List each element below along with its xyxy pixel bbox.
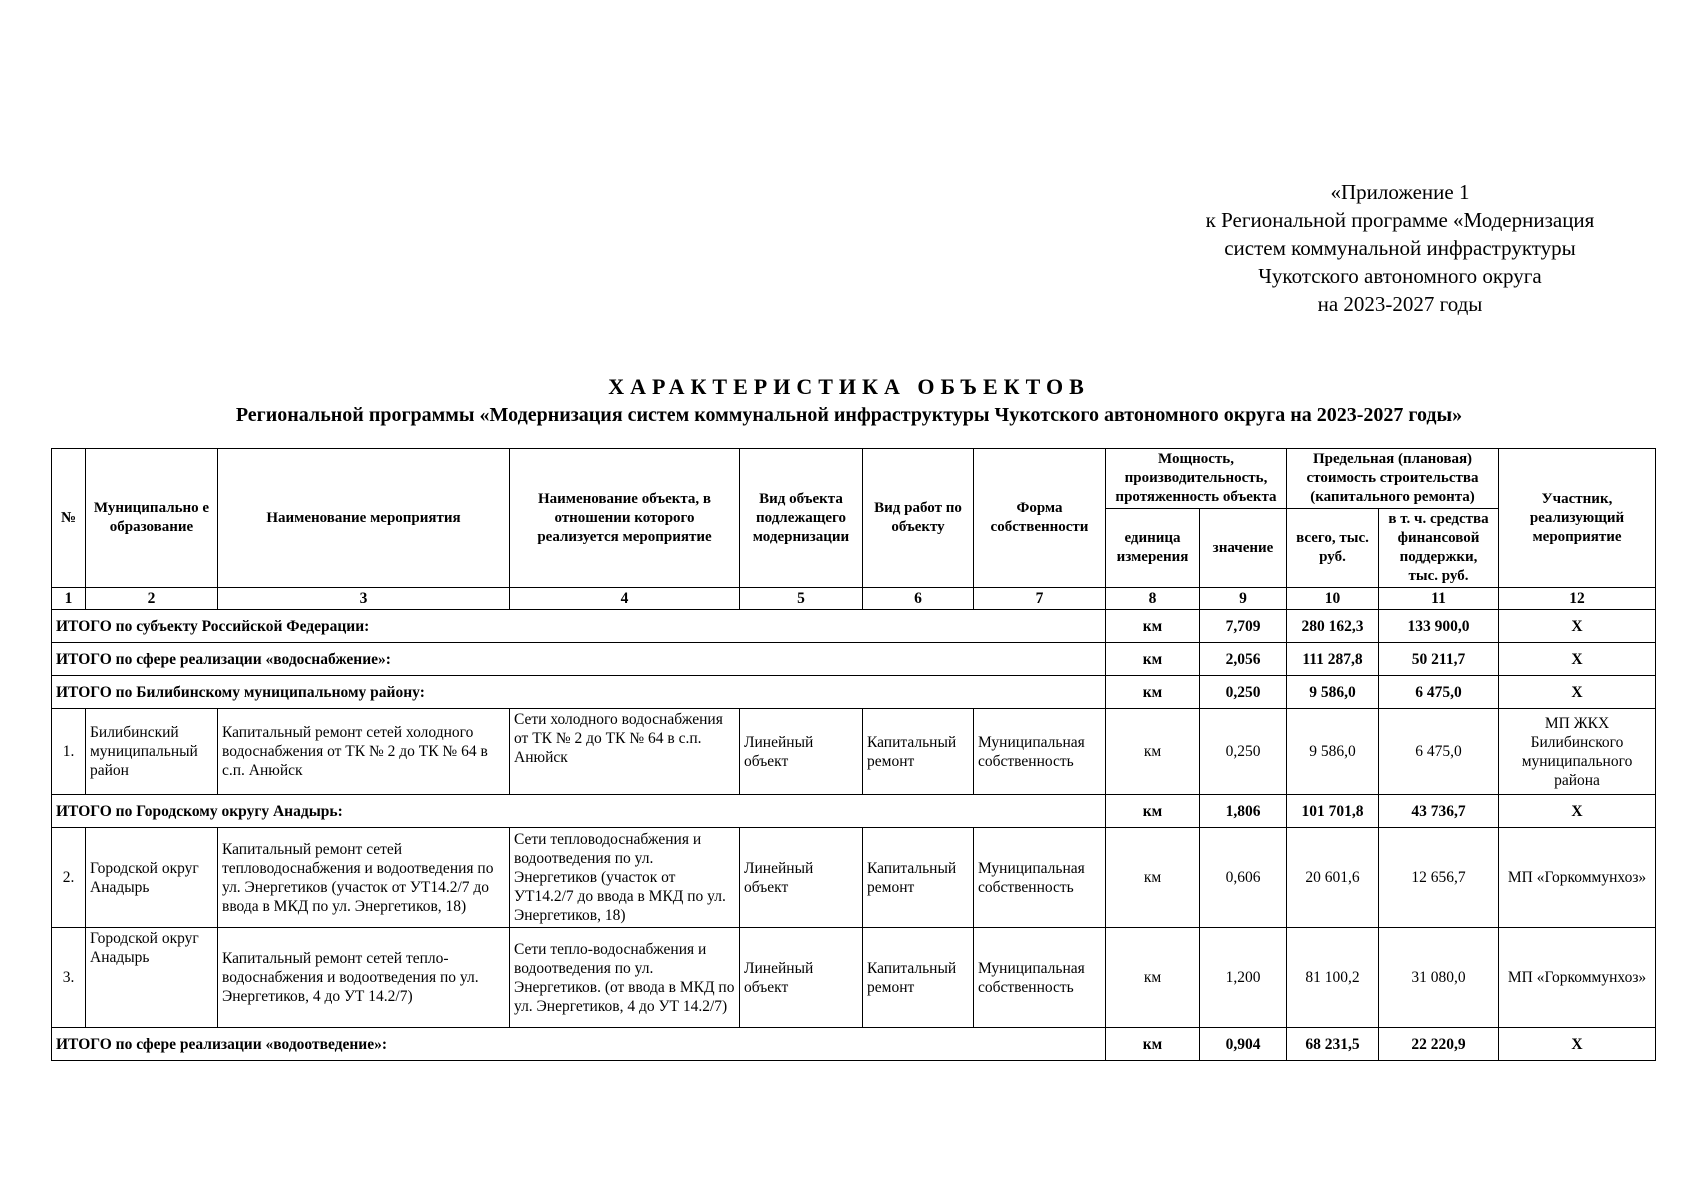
- row-ownership: Муниципальная собственность: [974, 709, 1106, 795]
- total-row-anadyr: [52, 795, 1656, 828]
- document-subtitle: Региональной программы «Модернизация систем коммунальной инфраструктуры Чукотского автономного округа на 2023-2027 годы»: [235, 404, 1463, 426]
- total-label: ИТОГО по сфере реализации «водоотведение»:: [52, 1028, 1106, 1061]
- row-unit: км: [1106, 928, 1200, 1028]
- column-number: 2: [86, 588, 218, 610]
- total-value: 0,904: [1200, 1028, 1287, 1061]
- column-number: 4: [510, 588, 740, 610]
- header-work-type: Вид работ по объекту: [863, 449, 974, 588]
- column-number: 11: [1379, 588, 1499, 610]
- header-ownership: Форма собственности: [974, 449, 1106, 588]
- header-participant: Участник, реализующий мероприятие: [1499, 449, 1656, 588]
- total-participant: Х: [1499, 676, 1656, 709]
- row-ownership: Муниципальная собственность: [974, 928, 1106, 1028]
- header-row: [52, 449, 1656, 509]
- header-object-type: Вид объекта подлежащего модернизации: [740, 449, 863, 588]
- row-unit: км: [1106, 828, 1200, 928]
- column-number: 9: [1200, 588, 1287, 610]
- row-unit: км: [1106, 709, 1200, 795]
- row-participant: МП «Горкоммунхоз»: [1499, 928, 1656, 1028]
- total-label: ИТОГО по субъекту Российской Федерации:: [52, 610, 1106, 643]
- total-support: 6 475,0: [1379, 676, 1499, 709]
- appendix-line: «Приложение 1: [1330, 180, 1470, 204]
- header-object: Наименование объекта, в отношении которого реализуется мероприятие: [510, 449, 740, 588]
- row-municipality: Городской округ Анадырь: [86, 828, 218, 928]
- document-title: ХАРАКТЕРИСТИКА ОБЪЕКТОВ: [608, 374, 1090, 399]
- column-number: 10: [1287, 588, 1379, 610]
- row-value: 0,250: [1200, 709, 1287, 795]
- total-label: ИТОГО по Городскому округу Анадырь:: [52, 795, 1106, 828]
- total-cost: 68 231,5: [1287, 1028, 1379, 1061]
- total-participant: Х: [1499, 795, 1656, 828]
- total-value: 2,056: [1200, 643, 1287, 676]
- total-participant: Х: [1499, 643, 1656, 676]
- column-number: 5: [740, 588, 863, 610]
- row-object: Сети тепло-водоснабжения и водоотведения по ул. Энергетиков. (от ввода в МКД по ул. Энергетиков, 4 до УТ 14.2/7): [510, 928, 740, 1028]
- total-participant: Х: [1499, 610, 1656, 643]
- total-support: 43 736,7: [1379, 795, 1499, 828]
- row-measure: Капитальный ремонт сетей тепловодоснабжения и водоотведения по ул. Энергетиков (участок от УТ14.2/7 до ввода в МКД по ул. Энергетиков, 18): [218, 828, 510, 928]
- total-participant: Х: [1499, 1028, 1656, 1061]
- row-object: Сети тепловодоснабжения и водоотведения по ул. Энергетиков (участок от УТ14.2/7 до ввода в МКД по ул. Энергетиков, 18): [510, 828, 740, 928]
- total-unit: км: [1106, 676, 1200, 709]
- row-object-type: Линейный объект: [740, 928, 863, 1028]
- total-row-bilibino: [52, 676, 1656, 709]
- row-measure: Капитальный ремонт сетей тепло-водоснабжения и водоотведения по ул. Энергетиков, 4 до УТ 14.2/7): [218, 928, 510, 1028]
- row-value: 0,606: [1200, 828, 1287, 928]
- total-support: 22 220,9: [1379, 1028, 1499, 1061]
- column-number: 12: [1499, 588, 1656, 610]
- total-unit: км: [1106, 795, 1200, 828]
- column-number-row: [52, 588, 1656, 610]
- header-value: значение: [1200, 509, 1287, 588]
- table-row: [52, 928, 1656, 1028]
- total-unit: км: [1106, 610, 1200, 643]
- total-cost: 111 287,8: [1287, 643, 1379, 676]
- row-value: 1,200: [1200, 928, 1287, 1028]
- total-row-water-supply: [52, 643, 1656, 676]
- row-cost-support: 6 475,0: [1379, 709, 1499, 795]
- column-number: 7: [974, 588, 1106, 610]
- row-object: Сети холодного водоснабжения от ТК № 2 до ТК № 64 в с.п. Анюйск: [510, 709, 740, 795]
- row-ownership: Муниципальная собственность: [974, 828, 1106, 928]
- header-unit: единица измерения: [1106, 509, 1200, 588]
- table-row: [52, 709, 1656, 795]
- objects-table: [51, 448, 1656, 1061]
- appendix-line: Чукотского автономного округа: [1258, 264, 1542, 288]
- column-number: 1: [52, 588, 86, 610]
- row-object-type: Линейный объект: [740, 709, 863, 795]
- total-cost: 280 162,3: [1287, 610, 1379, 643]
- header-municipality: Муниципально е образование: [86, 449, 218, 588]
- row-object-type: Линейный объект: [740, 828, 863, 928]
- row-work-type: Капитальный ремонт: [863, 928, 974, 1028]
- row-work-type: Капитальный ремонт: [863, 709, 974, 795]
- row-cost-support: 31 080,0: [1379, 928, 1499, 1028]
- total-cost: 101 701,8: [1287, 795, 1379, 828]
- row-cost-total: 81 100,2: [1287, 928, 1379, 1028]
- row-cost-support: 12 656,7: [1379, 828, 1499, 928]
- row-num: 1.: [52, 709, 86, 795]
- appendix-header: [1130, 178, 1670, 318]
- total-unit: км: [1106, 643, 1200, 676]
- total-row-drainage: [52, 1028, 1656, 1061]
- column-number: 8: [1106, 588, 1200, 610]
- table-row: [52, 828, 1656, 928]
- row-work-type: Капитальный ремонт: [863, 828, 974, 928]
- row-participant: МП «Горкоммунхоз»: [1499, 828, 1656, 928]
- header-cost: Предельная (плановая) стоимость строительства (капитального ремонта): [1287, 449, 1499, 509]
- header-capacity: Мощность, производительность, протяженность объекта: [1106, 449, 1287, 509]
- column-number: 3: [218, 588, 510, 610]
- total-value: 1,806: [1200, 795, 1287, 828]
- header-measure: Наименование мероприятия: [218, 449, 510, 588]
- row-participant: МП ЖКХ Билибинского муниципального района: [1499, 709, 1656, 795]
- row-num: 3.: [52, 928, 86, 1028]
- appendix-line: на 2023-2027 годы: [1317, 292, 1483, 316]
- total-value: 0,250: [1200, 676, 1287, 709]
- total-support: 133 900,0: [1379, 610, 1499, 643]
- column-number: 6: [863, 588, 974, 610]
- row-num: 2.: [52, 828, 86, 928]
- total-label: ИТОГО по сфере реализации «водоснабжение»:: [52, 643, 1106, 676]
- header-cost-support: в т. ч. средства финансовой поддержки, тыс. руб.: [1379, 509, 1499, 588]
- appendix-line: к Региональной программе «Модернизация: [1205, 208, 1595, 232]
- row-cost-total: 9 586,0: [1287, 709, 1379, 795]
- total-unit: км: [1106, 1028, 1200, 1061]
- header-num: №: [52, 449, 86, 588]
- row-municipality: Городской округ Анадырь: [86, 928, 218, 1028]
- total-value: 7,709: [1200, 610, 1287, 643]
- row-measure: Капитальный ремонт сетей холодного водоснабжения от ТК № 2 до ТК № 64 в с.п. Анюйск: [218, 709, 510, 795]
- row-municipality: Билибинский муниципальный район: [86, 709, 218, 795]
- total-support: 50 211,7: [1379, 643, 1499, 676]
- row-cost-total: 20 601,6: [1287, 828, 1379, 928]
- header-cost-total: всего, тыс. руб.: [1287, 509, 1379, 588]
- total-row-subject: [52, 610, 1656, 643]
- appendix-line: систем коммунальной инфраструктуры: [1224, 236, 1576, 260]
- total-cost: 9 586,0: [1287, 676, 1379, 709]
- total-label: ИТОГО по Билибинскому муниципальному району:: [52, 676, 1106, 709]
